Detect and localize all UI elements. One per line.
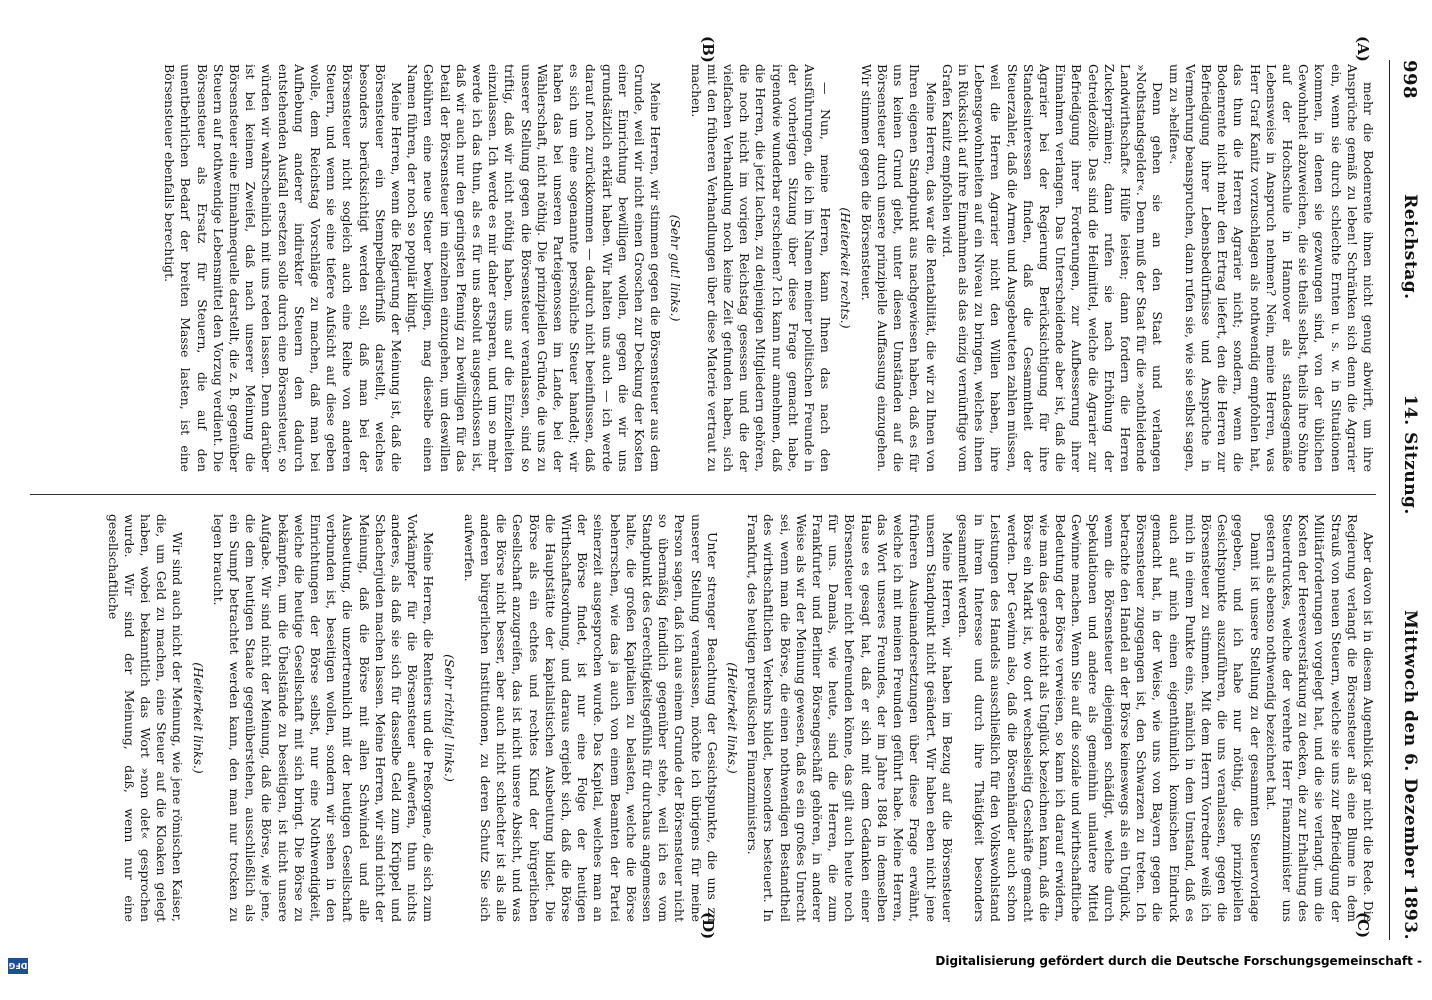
dfg-logo-badge: DFG	[8, 958, 28, 974]
paragraph: Meine Herren, wir stimmen gegen die Börsensteuer aus dem Grunde, weil wir nicht einen Groschen zur Deckung der Kosten einer Einrichtung bewilligen wollen, gegen die wir uns grundsätzlich erklärt haben. Wir halten uns auch — ich werde darauf noch zurückkommen — dadurch nicht beeinflussen, daß es sich um eine sogenannte persönliche Steuer handelt; wir haben das bei unseren Parteigenossen im Lande, bei der Wählerschaft, nicht nöthig. Die prinzipiellen Gründe, die uns zu unserer Stellung gegen die Börsensteuer veranlassen, sind so triftig, daß wir nicht nöthig haben, uns auf die Einzelheiten einzulassen. Ich werde es mir daher ersparen, und um so mehr werde ich das thun, als es für uns absolut ausgeschlossen ist, daß wir auch nur den geringsten Pfennig zu bewilligen für das Detail der Börsensteuer im einzelnen einzugehen, um deswillen Gebühren eine neue Steuer bewilligen, mag dieselbe einen Namen führen, der noch so populär klingt.	[405, 64, 664, 472]
right-text-column	[30, 514, 1376, 922]
paragraph: Denn gehen sie an den Staat und verlangen »Nothstandsgelder«. Denn muß der Staat für die »nothleidende Landwirthschaft« Hülfe leisten; dann fordern die Herren Zuckerprämien; dann rufen sie nach Erhöhung der Getreidezölle. Das sind die Heilmittel, welche die Agrarier zur Befriedigung ihrer Forderungen, zur Aufbesserung ihrer Einnahmen verlangen. Das Unterscheidende aber ist, daß die Agrarier bei der Regierung Berücksichtigung für ihre Standesinteressen finden, daß die Gesammtheit der Steuerzahler, daß die Armen und Ausgebeuteten zahlen müssen, weil die Herren Agrarier nicht den Willen haben, ihre Lebensgewohnheiten auf ein Niveau zu bringen, welches ihnen in Rücksicht auf ihre Einnahmen als das einzig vernünftige vom Grafen Kanitz empfohlen wird.	[939, 64, 1166, 472]
interjection: (Heiterkeit links.)	[725, 662, 741, 774]
interjection: (Heiterkeit rechts.)	[838, 207, 854, 329]
paragraph: — Nun, meine Herren, kann Ihnen das nach den Ausführungen, die ich im Namen meiner politischen Freunde in der vorherigen Sitzung über diese Frage gemacht habe, irgendwie wunderbar erscheinen? Ich kann nur annehmen, daß die Herren, die jetzt lachen, zu denjenigen Mitgliedern gehören, die noch nicht im vorigen Reichstag gesessen und die der vielfachen Verhandlung noch keine Zeit gefunden haben, sich mit den früheren Verhandlungen über diese Materie vertraut zu machen.	[688, 64, 834, 472]
page-header	[1390, 60, 1430, 940]
paragraph: Meine Herren, wir haben im Bezug auf die Börsensteuer unsern Standpunkt nicht geändert. Wir haben eben nicht jene früheren Auseinandersetzungen über diese Frage erwähnt, welche ich mit meinen Freunden geführt habe. Meine Herren, das Wort unseres Freundes, der im Jahre 1884 in demselben Hause es gesagt hat, daß er sich mit dem Gedanken einer Börsensteuer nicht befreunden könne, das gilt auch heute noch für uns. Damals, wie heute, sind die Herren, die zum Frankfurter und Berliner Börsengeschäft gehören, in anderer Weise als wir der Meinung gewesen, daß es ein großes Unrecht sei, wenn man die Börse, die einen nothwendigen Bestandtheil des wirthschaftlichen Verkehrs bildet, besonders besteuert. In Frankfurt, des heutigen preußischen Finanzministers.	[745, 514, 955, 922]
paragraph: Meine Herren, die Rentiers und die Preßorgane, die sich zum Vorkämpfer für die Börsensteuer aufwerfen, thun nichts anderes, als daß sie sich für dasselbe Geld zum Krüppel und Schacherjuden machen lassen. Meine Herren, wir sind nicht der Meinung, daß die Börse mit allen Schwindel und alle Ausbeutung, die unzertrennlich mit der heutigen Gesellschaft verbunden ist, beseitigen wollen, sondern wir sehen in den Einrichtungen der Börse selbst, nur eine Nothwendigkeit, welche die heutige Gesellschaft mit sich bringt. Die Börse zu bekämpfen, um die Übelstände zu beseitigen, ist nicht unsere Aufgabe. Wir sind nicht der Meinung, daß die Börse, wie jene, die dem heutigen Staate gegenüberstehen, ausschließlich als ein Sumpf betrachtet werden kann, den man nur trocken zu legen braucht.	[210, 514, 437, 922]
margin-marker-a: (A)	[1354, 36, 1372, 62]
paragraph: Damit ist unsere Stellung zu der gesammten Steuervorlage gegeben, und ich habe nur nöthig, die prinzipiellen Gesichtspunkte auszuführen, die uns veranlassen, gegen die Börsensteuer zu stimmen. Mit dem Herrn Vorredner weiß ich mich in einem Punkte eins, nämlich in dem Umstand, daß es auch auf mich einen eigenthümlich komischen Eindruck gemacht hat, in der Weise, wie uns von Bayern gegen die Börsensteuer zugegangen ist, den Schwarzen zu treten. Ich betrachte den Handel an der Börse keineswegs als ein Unglück, wenn die Börsensteuer diejenigen schädigt, welche durch Spekulationen und andere als gemeinhin unlautere Mittel Gewinne machen. Wenn Sie auf die soziale und wirthschaftliche Bedeutung der Börse verweisen, so kann ich darauf erwidern, wie man das gerade nicht als Unglück bezeichnen kann, daß die Börse ein Markt ist, wo dort wechselseitig Geschäfte gemacht werden. Der Gewinn also, daß die Börsenhändler auch schon Leistungen des Handels ausschließlich für den Volkswohlstand in ihrem Interesse und durch ihre Thätigkeit besonders gesammelt werden.	[955, 514, 1263, 922]
margin-marker-d: (D)	[699, 912, 717, 940]
header-rule	[1389, 60, 1390, 940]
digitization-credit-strip	[0, 946, 1432, 1000]
paragraph: Wir sind auch nicht der Meinung, wie jene römischen Kaiser, die, um Geld zu machen, eine Steuer auf die Kloaken gelegt haben, wobei bekanntlich das Wort »non olet« gesprochen wurde. Wir sind der Meinung, daß, wenn nur eine gesellschaftliche	[105, 514, 186, 922]
interjection: (Sehr richtig! links.)	[441, 654, 457, 782]
paragraph: mehr die Bodenrente ihnen nicht genug abwirft, um ihre Ansprüche gemäß zu leben! Schränken sich denn die Agrarier ein, wenn sie durch schlechte Ernten u. s. w. in Situationen kommen, in denen sie gezwungen sind, von der üblichen Gewohnheit abzuweichen, die sie theils selbst, theils ihre Söhne auf der Hochschule in Hannover als standesgemäße Lebensweise in Anspruch nehmen? Nein, meine Herren, was Herr Graf Kanitz vorzuschlagen als nothwendig empfohlen hat, das thun die Herren Agrarier nicht; sondern, wenn die Bodenrente nicht mehr den Ertrag liefert, den die Herren zur Befriedigung ihrer Lebensbedürfnisse und Ansprüche in Vermehrung beanspruchen, dann rufen sie, wie sie selbst sagen, um zu »helfen«.	[1166, 64, 1376, 472]
margin-marker-c: (C)	[1354, 912, 1372, 939]
paragraph: Unter strenger Beachtung der Gesichtspunkte, die uns zu unserer Stellung veranlassen, möchte ich übrigens für meine Person sagen, daß ich aus einem Grunde der Börsensteuer nicht so übermäßig feindlich gegenüber stehe, weil ich es vom Standpunkt des Gerechtigkeitsgefühls für durchaus angemessen halte, die großen Kapitalien zu belasten, welche die Börse beherrschen, wie das ja auch von einem Beamten der Partei seinerzeit ausgesprochen wurde. Das Kapital, welches man an der Börse findet, ist nur eine Folge der heutigen Wirthschaftsordnung, und daraus ergiebt sich, daß die Börse die Hauptstätte der kapitalistischen Ausbeutung bildet. Die Börse als ein echtes und rechtes Kind der bürgerlichen Gesellschaft anzugreifen, das ist nicht unsere Absicht, und was die Börse nicht besser, aber auch nicht schlechter ist als alle anderen bürgerlichen Institutionen, zu deren Schutz Sie sich aufwerfen.	[461, 514, 720, 922]
margin-marker-b: (B)	[699, 36, 717, 63]
column-divider	[30, 494, 1376, 495]
left-text-column	[30, 64, 1376, 472]
interjection: (Heiterkeit links.)	[190, 662, 206, 774]
session-label: 14. Sitzung.	[1400, 394, 1420, 515]
interjection: (Sehr gut! links.)	[668, 214, 684, 322]
publication-title: Reichstag.	[1400, 194, 1420, 300]
paragraph: Aber davon ist in diesem Augenblick gar nicht die Rede. Die Regierung verlangt die Börsensteuer als eine Blume in dem Strauß von neuen Steuern, welche sie uns zur Befriedigung der Militärforderungen vorgelegt hat, und die sie verlangt, um die Kosten der Heeresverstärkung zu decken, die zur Erhaltung des Steuerdruckes, welche der verehrte Herr Finanzminister uns gestern als ebenso nothwendig bezeichnet hat.	[1263, 514, 1376, 922]
digitization-credit-text: Digitalisierung gefördert durch die Deutsche Forschungsgemeinschaft -	[935, 954, 1422, 968]
page-number: 998	[1399, 60, 1421, 100]
paragraph: Meine Herren, das war die Rentabilität, die wir zu Ihnen von Ihren eigenen Standpunkt aus nachgewiesen haben, daß es für uns keinen Grund giebt, unter diesen Umständen auf die Börsensteuer durch unsere prinzipielle Auffassung einzugehen. Wir stimmen gegen die Börsensteuer.	[858, 64, 939, 472]
session-date: Mittwoch den 6. Dezember 1893.	[1400, 609, 1420, 940]
paragraph: Meine Herren, wenn die Regierung der Meinung ist, daß die Börsensteuer ein Stempelbedürfniß darstellt, welches besonders berücksichtigt werden soll, daß man bei der Börsensteuer nicht sogleich auch eine Reihe von anderen Steuern, und wenn sie eine tiefere Aufsicht auf diese geben wolle, dem Reichstag Vorschläge zu machen, daß man bei Aufhebung anderer indirekter Steuern den dadurch entstehenden Ausfall ersetzen solle durch eine Börsensteuer, so würden wir wahrscheinlich mit uns reden lassen. Denn darüber ist bei keinem Zweifel, daß nach unserer Meinung die Börsensteuer eine Einnahmequelle darstellt, die z. B. gegenüber Steuern auf nothwendige Lebensmittel den Vorzug verdient. Die Börsensteuer als Ersatz für Steuern, die auf den unentbehrlichen Bedarf der breiten Masse lasten, ist eine Börsensteuer ebenfalls berechtigt.	[162, 64, 405, 472]
